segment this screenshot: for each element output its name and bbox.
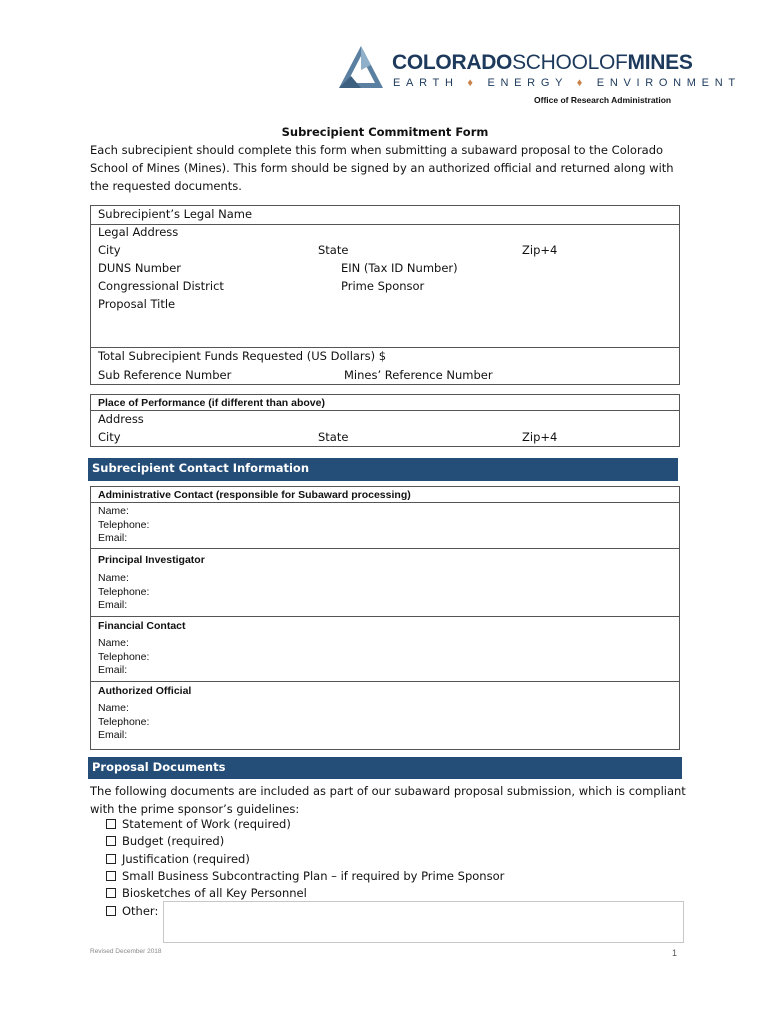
performance-address-label[interactable]: Address	[98, 412, 144, 426]
financial-email-label[interactable]: Email:	[98, 664, 128, 676]
admin-name-label[interactable]: Name:	[98, 505, 129, 517]
total-funds-label[interactable]: Total Subrecipient Funds Requested (US Dollars) $	[98, 349, 387, 363]
doc-item-justification[interactable]	[106, 852, 250, 866]
checkbox[interactable]	[106, 888, 116, 898]
checkbox[interactable]	[106, 871, 116, 881]
doc-item-label: Small Business Subcontracting Plan – if required by Prime Sponsor	[122, 869, 505, 883]
doc-item-other[interactable]	[106, 904, 158, 918]
logo-mines: MINES	[627, 51, 693, 74]
divider	[90, 548, 680, 549]
other-documents-field[interactable]	[163, 901, 684, 943]
proposal-title-label[interactable]: Proposal Title	[98, 297, 176, 311]
divider	[90, 616, 680, 617]
tagline-environment: ENVIRONMENT	[596, 77, 741, 89]
doc-item-statement-of-work[interactable]	[106, 817, 291, 831]
legal-address-label[interactable]: Legal Address	[98, 225, 179, 239]
doc-item-label: Budget (required)	[122, 834, 225, 848]
contact-info-box	[90, 486, 680, 750]
admin-telephone-label[interactable]: Telephone:	[98, 519, 150, 531]
financial-telephone-label[interactable]: Telephone:	[98, 651, 150, 663]
form-title: Subrecipient Commitment Form	[281, 125, 489, 139]
tagline-earth: EARTH	[393, 77, 459, 89]
checkbox[interactable]	[106, 836, 116, 846]
tagline-drop-icon: ♦	[467, 77, 479, 89]
divider	[90, 681, 680, 682]
admin-contact-heading: Administrative Contact (responsible for Subaward processing)	[98, 489, 411, 501]
doc-item-budget[interactable]	[106, 834, 224, 848]
logo-wordmark	[392, 51, 693, 75]
doc-item-subcontracting-plan[interactable]	[106, 869, 504, 883]
official-email-label[interactable]: Email:	[98, 729, 128, 741]
mines-logo-mark-icon	[337, 44, 385, 94]
pi-email-label[interactable]: Email:	[98, 599, 128, 611]
performance-city-label[interactable]: City	[98, 430, 121, 444]
logo-colorado: COLORADO	[392, 51, 513, 74]
mines-reference-label[interactable]: Mines’ Reference Number	[344, 368, 493, 382]
authorized-official-heading: Authorized Official	[98, 685, 192, 697]
intro-paragraph: Each subrecipient should complete this form when submitting a subaward proposal to the Colorado School of Mines (Mines). This form should be signed by an authorized official and returned along with the requested documents.	[90, 143, 674, 193]
district-label[interactable]: Congressional District	[98, 279, 224, 293]
divider	[90, 347, 680, 348]
duns-label[interactable]: DUNS Number	[98, 261, 182, 275]
performance-heading: Place of Performance (if different than above)	[98, 397, 325, 409]
pi-telephone-label[interactable]: Telephone:	[98, 586, 150, 598]
divider	[90, 224, 680, 225]
financial-contact-heading: Financial Contact	[98, 620, 186, 632]
checkbox[interactable]	[106, 819, 116, 829]
financial-name-label[interactable]: Name:	[98, 637, 129, 649]
sub-reference-label[interactable]: Sub Reference Number	[98, 368, 232, 382]
checkbox[interactable]	[106, 854, 116, 864]
prime-sponsor-label[interactable]: Prime Sponsor	[341, 279, 425, 293]
pi-name-label[interactable]: Name:	[98, 572, 129, 584]
divider	[90, 502, 680, 503]
office-name: Office of Research Administration	[534, 95, 672, 105]
logo-schoolof: SCHOOLOF	[512, 51, 628, 74]
doc-item-label: Justification (required)	[122, 852, 250, 866]
revised-date: Revised December 2018	[90, 948, 162, 955]
doc-item-label: Biosketches of all Key Personnel	[122, 886, 307, 900]
page-number: 1	[672, 948, 678, 958]
ein-label[interactable]: EIN (Tax ID Number)	[341, 261, 458, 275]
official-telephone-label[interactable]: Telephone:	[98, 716, 150, 728]
documents-section-bar: Proposal Documents	[88, 757, 682, 779]
pi-heading: Principal Investigator	[98, 554, 205, 566]
documents-intro: The following documents are included as part of our subaward proposal submission, which is compliant with the prime sponsor’s guidelines:	[90, 784, 686, 816]
contact-section-bar: Subrecipient Contact Information	[88, 458, 678, 481]
tagline-energy: ENERGY	[487, 77, 568, 89]
doc-item-label: Other:	[122, 904, 159, 918]
tagline-drop-icon: ♦	[576, 77, 589, 89]
doc-item-biosketches[interactable]	[106, 886, 307, 900]
doc-item-label: Statement of Work (required)	[122, 817, 291, 831]
state-label[interactable]: State	[318, 243, 349, 257]
zip-label[interactable]: Zip+4	[522, 243, 558, 257]
city-label[interactable]: City	[98, 243, 121, 257]
divider	[90, 410, 680, 411]
admin-email-label[interactable]: Email:	[98, 532, 128, 544]
legal-name-label[interactable]: Subrecipient’s Legal Name	[98, 207, 253, 221]
logo-tagline	[393, 77, 741, 89]
performance-zip-label[interactable]: Zip+4	[522, 430, 558, 444]
performance-state-label[interactable]: State	[318, 430, 349, 444]
official-name-label[interactable]: Name:	[98, 702, 129, 714]
checkbox[interactable]	[106, 906, 116, 916]
